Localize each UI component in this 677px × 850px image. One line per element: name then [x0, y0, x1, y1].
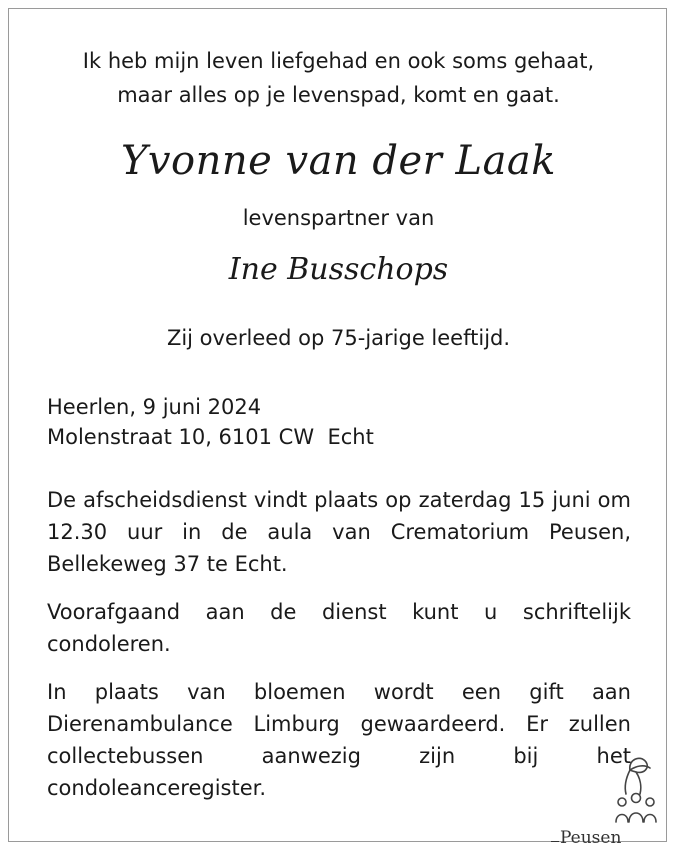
- peusen-logo-text: Peusen: [560, 828, 622, 848]
- donation-paragraph: In plaats van bloemen wordt een gift aan Dierenambulance Limburg gewaardeerd. Er zullen collectebussen aanwezig zijn bij het condoleanceregister.: [47, 680, 631, 800]
- service-paragraph: De afscheidsdienst vindt plaats op zaterdag 15 juni om 12.30 uur in de aula van Crematorium Peusen, Bellekeweg 37 te Echt.: [47, 488, 631, 576]
- age-statement: Zij overleed op 75-jarige leeftijd.: [166, 326, 511, 350]
- logo-divider: [551, 841, 559, 842]
- poppy-family-icon: [600, 752, 670, 832]
- address-line: Molenstraat 10, 6101 CW Echt: [47, 425, 374, 449]
- condolence-paragraph: Voorafgaand aan de dienst kunt u schriftelijk condoleren.: [47, 600, 631, 656]
- opening-quote: [0, 44, 677, 112]
- partner-name: Ine Busschops: [228, 252, 449, 287]
- relation-text: levenspartner van: [242, 206, 435, 230]
- date-line: Heerlen, 9 juni 2024: [47, 395, 262, 419]
- quote-line-1: Ik heb mijn leven liefgehad en ook soms gehaat,: [82, 49, 595, 73]
- quote-line-2: maar alles op je levenspad, komt en gaat.: [117, 83, 560, 107]
- deceased-name: Yvonne van der Laak: [120, 138, 557, 184]
- place-and-address: [47, 392, 374, 452]
